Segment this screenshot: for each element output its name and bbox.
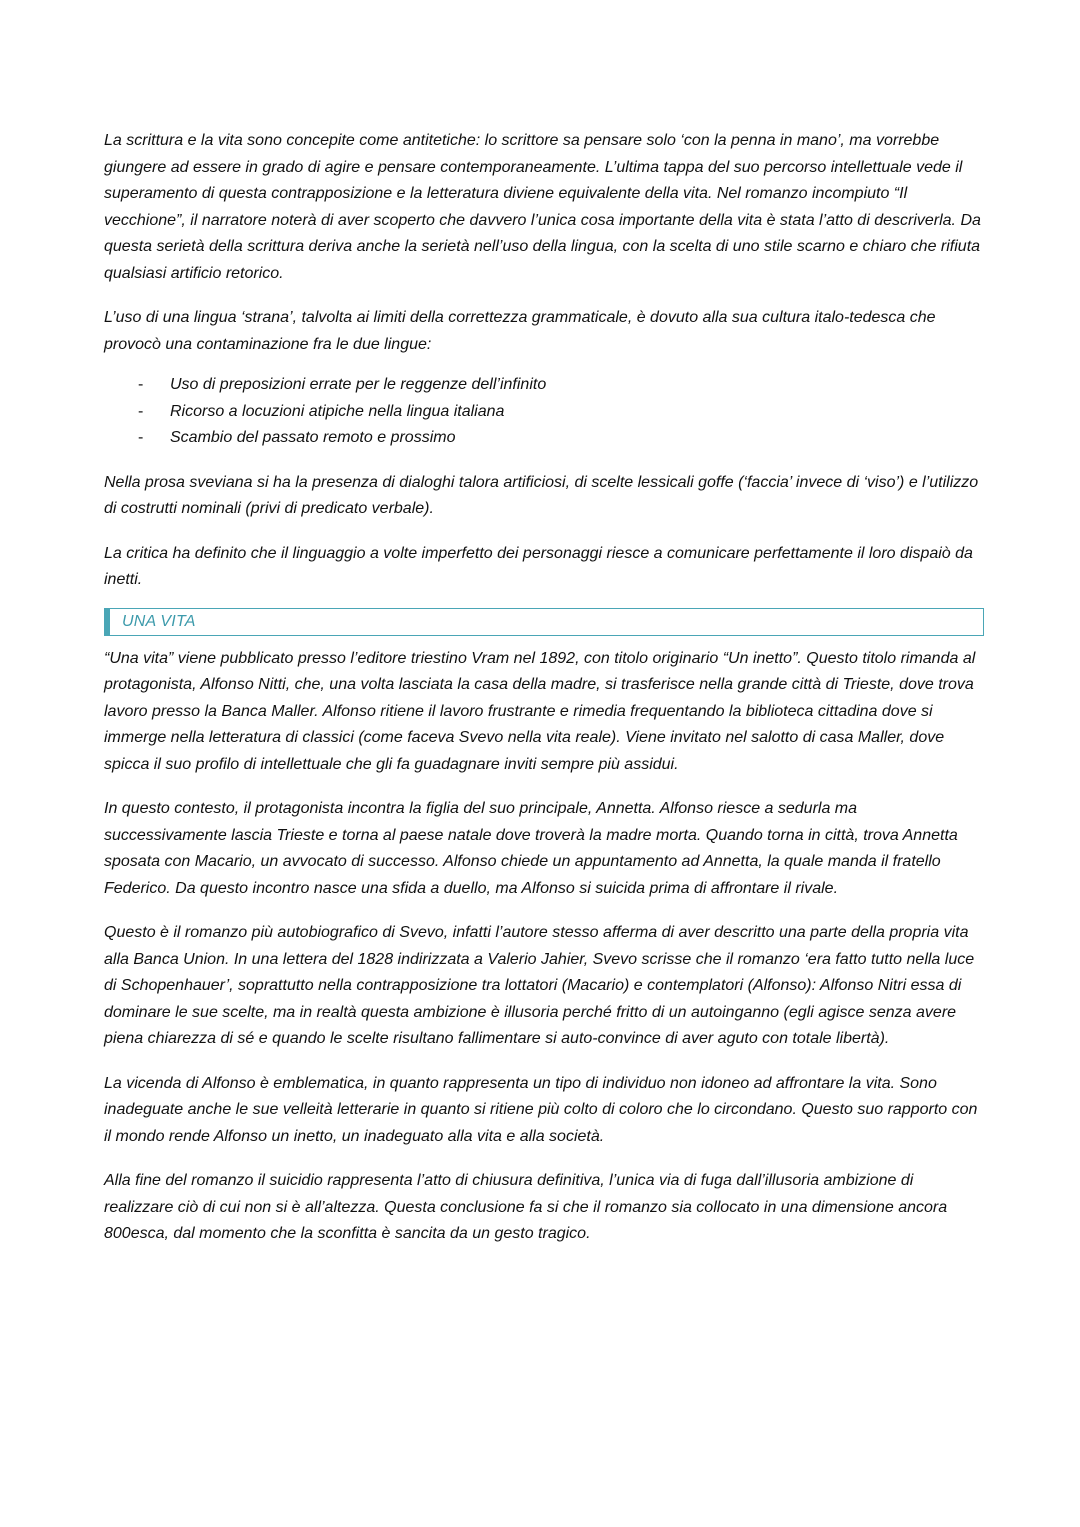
section-heading-text: UNA VITA — [122, 612, 196, 630]
list-item-text: Uso di preposizioni errate per le reggenze dell’infinito — [170, 376, 547, 393]
list-dash: - — [138, 402, 144, 420]
paragraph-una-vita-ending: Alla fine del romanzo il suicidio rappresenta l’atto di chiusura definitiva, l’unica via di fuga dall’illusoria ambizione di realizzare ciò di cui non si è all’altezza. Questa conclusione fa si che il romanzo sia collocato in una dimensione ancora 800esca, dal momento che la sconfitta è sancita da un gesto tragico. — [104, 1172, 948, 1242]
paragraph-una-vita-emblematic: La vicenda di Alfonso è emblematica, in quanto rappresenta un tipo di individuo non idoneo ad affrontare la vita. Sono inadeguate anche le sue velleità letterarie in quanto si ritiene più colto di coloro che lo circondano. Questo suo rapporto con il mondo rende Alfonso un inetto, un inadeguato alla vita e alla società. — [104, 1074, 978, 1145]
list-item-text: Ricorso a locuzioni atipiche nella lingua italiana — [170, 402, 505, 420]
list-dash: - — [138, 429, 144, 446]
list-item — [104, 372, 984, 399]
paragraph-strange-language: L’uso di una lingua ‘strana’, talvolta ai limiti della correttezza grammaticale, è dovuto alla sua cultura italo-tedesca che provocò una contaminazione fra le due lingue: — [104, 309, 936, 353]
document-page — [104, 128, 984, 1248]
list-dash: - — [138, 376, 144, 393]
paragraph-critics: La critica ha definito che il linguaggio a volte imperfetto dei personaggi riesce a comunicare perfettamente il loro dispaiò da inetti. — [104, 544, 973, 588]
paragraph-una-vita-publication: “Una vita” viene pubblicato presso l’editore triestino Vram nel 1892, con titolo originario “Un inetto”. Questo titolo rimanda al protagonista, Alfonso Nitti, che, una volta lasciata la casa della madre, si trasferisce nella grande città di Trieste, dove trova lavoro presso la Banca Maller. Alfonso ritiene il lavoro frustrante e rimedia frequentando la biblioteca cittadina dove si immerge nella letteratura di classici (come faceva Svevo nella vita reale). Viene invitato nel salotto di casa Maller, dove spicca il suo profilo di intellettuale che gli fa guadagnare inviti sempre più assidui. — [104, 649, 976, 773]
paragraph-writing-and-life: La scrittura e la vita sono concepite come antitetiche: lo scrittore sa pensare solo ‘con la penna in mano’, ma vorrebbe giungere ad essere in grado di agire e pensare contemporaneamente. L’ultima tappa del suo percorso intellettuale vede il superamento di questa contrapposizione e la letteratura diviene equivalente della vita. Nel romanzo incompiuto “Il vecchione”, il narratore noterà di aver scoperto che davvero l’unica cosa importante della vita è stata l’atto di descriverla. Da questa serietà della scrittura deriva anche la serietà nell’uso della lingua, con la scelta di uno stile scarno e chiaro che rifiuta qualsiasi artificio retorico. — [104, 132, 981, 282]
language-features-list — [104, 372, 984, 452]
list-item-text: Scambio del passato remoto e prossimo — [170, 429, 456, 446]
paragraph-sveviana-prose: Nella prosa sveviana si ha la presenza di dialoghi talora artificiosi, di scelte lessicali goffe (‘faccia’ invece di ‘viso’) e l’utilizzo di costrutti nominali (privi di predicato verbale). — [104, 473, 979, 517]
paragraph-una-vita-plot: In questo contesto, il protagonista incontra la figlia del suo principale, Annetta. Alfonso riesce a sedurla ma successivamente lascia Trieste e torna al paese natale dove troverà la madre morta. Quando torna in città, trova Annetta sposata con Macario, un avvocato di successo. Alfonso chiede un appuntamento ad Annetta, la quale manda il fratello Federico. Da questo incontro nasce una sfida a duello, ma Alfonso si suicida prima di affrontare il rivale. — [104, 800, 958, 897]
list-item — [104, 425, 984, 452]
list-item — [104, 399, 984, 426]
paragraph-una-vita-autobiographical: Questo è il romanzo più autobiografico di Svevo, infatti l’autore stesso afferma di aver descritto una parte della propria vita alla Banca Union. In una lettera del 1828 indirizzata a Valerio Jahier, Svevo scrisse che il romanzo ‘era fatto tutto nella luce di Schopenhauer’, soprattutto nella contrapposizione tra lottatori (Macario) e contemplatori (Alfonso): Alfonso Nitri essa di dominare le sue scelte, ma in realtà questa ambizione è illusoria perché fritto di un autoinganno (egli agisce senza avere piena chiarezza di sé e quando le scelte risultano fallimentare si auto-convince di aver aguto con totale libertà). — [104, 924, 975, 1047]
section-heading-una-vita — [104, 608, 984, 636]
